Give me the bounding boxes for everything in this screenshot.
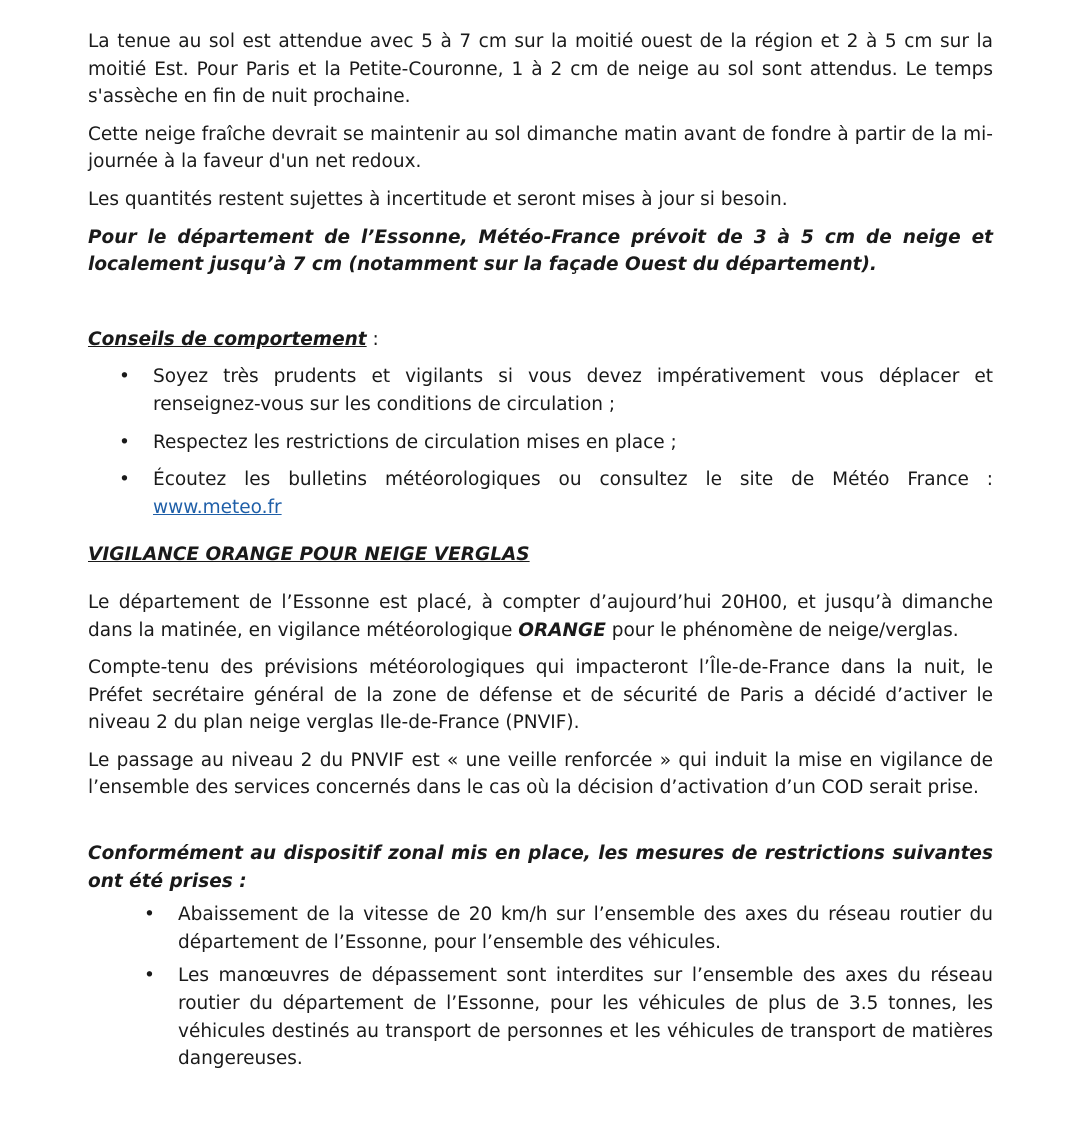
bullet-icon: •: [119, 469, 130, 491]
vigilance-paragraph-1: [88, 589, 993, 644]
forecast-paragraph-2: Cette neige fraîche devrait se maintenir au sol dimanche matin avant de fondre à partir de la mi-journée à la faveur d'un net redoux.: [88, 123, 993, 173]
essonne-forecast: Pour le département de l’Essonne, Météo-France prévoit de 3 à 5 cm de neige et localement jusqu’à 7 cm (notamment sur la façade Ouest du département).: [88, 226, 993, 276]
advice-item-text: Écoutez les bulletins météorologiques ou consultez le site de Météo France :: [153, 469, 993, 491]
restrictions-intro: Conformément au dispositif zonal mis en place, les mesures de restrictions suivantes ont été prises :: [88, 843, 993, 892]
restriction-item-text: Abaissement de la vitesse de 20 km/h sur l’ensemble des axes du réseau routier du département de l’Essonne, pour l’ensemble des véhicules.: [178, 904, 993, 953]
advice-list: [88, 363, 993, 521]
list-item: [88, 429, 993, 457]
list-item: [88, 363, 993, 418]
list-item: [88, 901, 993, 956]
restrictions-list: [88, 901, 993, 1073]
list-item: [88, 466, 993, 521]
vigilance-text-before: Le département de l’Essonne est placé, à compter d’aujourd’hui 20H00, et jusqu’à dimanche dans la matinée, en vigilance météorologique: [88, 591, 993, 641]
advice-item-text: Soyez très prudents et vigilants si vous devez impérativement vous déplacer et renseignez-vous sur les conditions de circulation ;: [153, 366, 993, 415]
bullet-icon: •: [144, 904, 155, 926]
forecast-paragraph-3: Les quantités restent sujettes à incertitude et seront mises à jour si besoin.: [88, 188, 788, 210]
document-page: [88, 28, 993, 1073]
vigilance-text-after: pour le phénomène de neige/verglas.: [605, 619, 959, 641]
advice-heading-line: [88, 326, 993, 354]
advice-heading: Conseils de comportement: [88, 328, 367, 350]
vigilance-paragraph-2: Compte-tenu des prévisions météorologiques qui impacteront l’Île-de-France dans la nuit, le Préfet secrétaire général de la zone de défense et de sécurité de Paris a décidé d’activer le niveau 2 du plan neige verglas Ile-de-France (PNVIF).: [88, 657, 993, 734]
advice-heading-colon: :: [366, 328, 379, 350]
bullet-icon: •: [119, 431, 130, 453]
list-item: [88, 962, 993, 1072]
restriction-item-text: Les manœuvres de dépassement sont interdites sur l’ensemble des axes du réseau routier du département de l’Essonne, pour les véhicules de plus de 3.5 tonnes, les véhicules destinés au transport de personnes et les véhicules de transport de matières dangereuses.: [178, 965, 993, 1070]
vigilance-heading: VIGILANCE ORANGE POUR NEIGE VERGLAS: [88, 544, 530, 566]
forecast-paragraph-1: La tenue au sol est attendue avec 5 à 7 cm sur la moitié ouest de la région et 2 à 5 cm sur la moitié Est. Pour Paris et la Petite-Couronne, 1 à 2 cm de neige au sol sont attendus. Le temps s'assèche en fin de nuit prochaine.: [88, 31, 993, 108]
vigilance-paragraph-3: Le passage au niveau 2 du PNVIF est « une veille renforcée » qui induit la mise en vigilance de l’ensemble des services concernés dans le cas où la décision d’activation d’un COD serait prise.: [88, 749, 993, 799]
orange-level: ORANGE: [518, 619, 606, 641]
bullet-icon: •: [144, 965, 155, 987]
bullet-icon: •: [119, 366, 130, 388]
vigilance-heading-line: [88, 541, 993, 569]
meteo-link[interactable]: www.meteo.fr: [153, 496, 282, 518]
advice-item-text: Respectez les restrictions de circulation mises en place ;: [153, 431, 677, 453]
